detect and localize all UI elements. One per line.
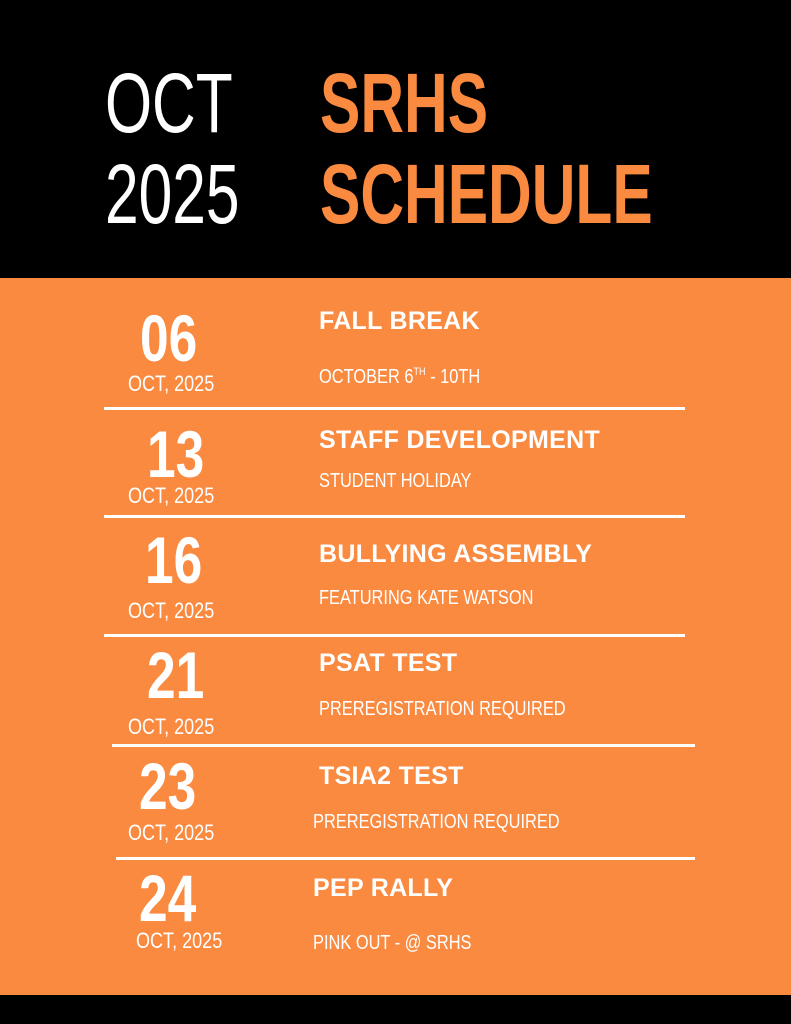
event-day: 13: [147, 417, 205, 491]
event-subtitle: STUDENT HOLIDAY: [319, 470, 472, 492]
event-day: 06: [140, 301, 198, 375]
event-title: BULLYING ASSEMBLY: [319, 540, 593, 568]
event-subtitle: FEATURING KATE WATSON: [319, 587, 534, 609]
event-subtitle: [319, 360, 480, 389]
page-title: [320, 58, 653, 240]
event-subtitle: PINK OUT - @ SRHS: [313, 932, 472, 954]
schedule-panel: [0, 278, 791, 995]
event-date-label: OCT, 2025: [128, 598, 215, 623]
event-subtitle: PREREGISTRATION REQUIRED: [313, 811, 560, 833]
header-date: [105, 58, 240, 240]
divider: [112, 744, 695, 747]
event-title: PSAT TEST: [319, 649, 458, 677]
event-subtitle-tail: - 10TH: [425, 366, 481, 388]
divider: [104, 634, 685, 637]
event-day: 23: [139, 749, 197, 823]
event-day: 16: [145, 523, 203, 597]
title-line-2: SCHEDULE: [320, 147, 653, 241]
event-date-label: OCT, 2025: [136, 928, 223, 953]
event-day: 24: [139, 861, 197, 935]
event-title: STAFF DEVELOPMENT: [319, 426, 601, 454]
event-day: 21: [147, 638, 205, 712]
event-date-label: OCT, 2025: [128, 714, 215, 739]
event-date-label: OCT, 2025: [128, 483, 215, 508]
divider: [104, 407, 685, 410]
event-subtitle: PREREGISTRATION REQUIRED: [319, 698, 566, 720]
event-title: TSIA2 TEST: [319, 762, 464, 790]
title-line-1: SRHS: [320, 56, 489, 150]
event-subtitle-sup: TH: [413, 366, 426, 378]
header-year: 2025: [105, 147, 240, 241]
event-date-label: OCT, 2025: [128, 371, 215, 396]
header-month: OCT: [105, 56, 233, 150]
event-title: PEP RALLY: [313, 874, 454, 902]
divider: [116, 857, 695, 860]
header: [0, 0, 791, 278]
footer-bar: [0, 995, 791, 1024]
event-subtitle-main: OCTOBER 6: [319, 366, 414, 388]
divider: [104, 515, 685, 518]
event-title: FALL BREAK: [319, 307, 480, 335]
event-date-label: OCT, 2025: [128, 820, 215, 845]
